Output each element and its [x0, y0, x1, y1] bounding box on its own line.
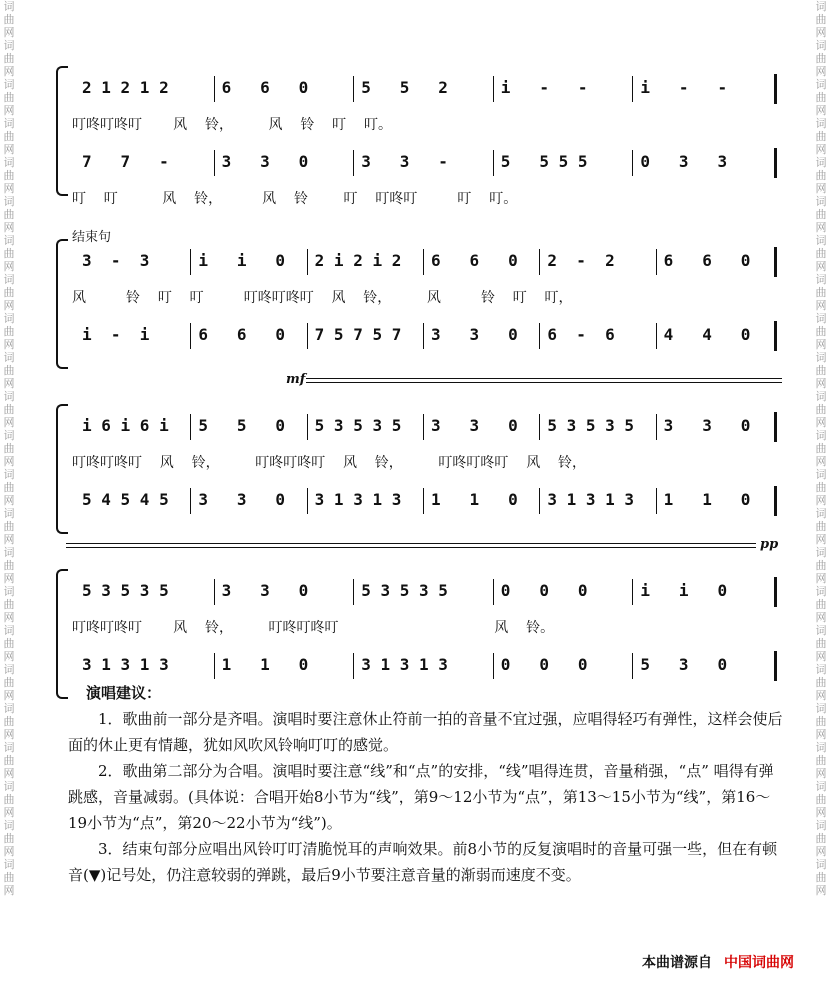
notes-lower: i - i: [82, 325, 150, 344]
barline: [656, 249, 657, 275]
barline: [656, 323, 657, 349]
notes-upper: 3 3 0: [663, 416, 751, 435]
diminuendo-line: [66, 547, 756, 548]
barline: [493, 150, 494, 176]
notes-upper: 3 3 0: [431, 416, 518, 435]
lyrics-upper: 风 铃 叮 叮 叮咚叮咚叮 风 铃， 风 铃 叮 叮，: [72, 290, 573, 306]
barline: [353, 579, 354, 605]
advice-paragraph-3: 3．结束句部分应唱出风铃叮叮清脆悦耳的声响效果。前8小节的反复演唱时的音量可强一些，但在有顿音(▼)记号处，仍注意较弱的弹跳，最后9小节要注意音量的渐弱而速度不变。: [68, 840, 778, 884]
dynamic-mark: pp: [760, 537, 779, 552]
barline: [632, 653, 633, 679]
notes-lower: 7 5 7 5 7: [314, 325, 402, 344]
barline: [493, 653, 494, 679]
notes-lower: 5 4 5 4 5: [82, 490, 169, 509]
barline: [353, 653, 354, 679]
barline: [632, 76, 633, 102]
notes-lower: 6 6 0: [198, 325, 286, 344]
watermark-right: 词曲网词曲网词曲网词曲网词曲网词曲网词曲网词曲网词曲网词曲网词曲网词曲网词曲网词曲网词曲网词曲网词曲网词曲网词曲网词曲网词曲网词曲网词曲网: [815, 0, 827, 897]
barline: [493, 579, 494, 605]
barline: [190, 323, 191, 349]
barline: [539, 488, 540, 514]
barline: [656, 488, 657, 514]
watermark-left: 词曲网词曲网词曲网词曲网词曲网词曲网词曲网词曲网词曲网词曲网词曲网词曲网词曲网词曲网词曲网词曲网词曲网词曲网词曲网词曲网词曲网词曲网词曲网: [3, 0, 15, 897]
notes-upper: 5 5 0: [198, 416, 286, 435]
notes-lower: 3 1 3 1 3: [547, 490, 635, 509]
notes-upper: 2 i 2 i 2: [314, 251, 402, 270]
notes-lower: 6 - 6: [547, 325, 615, 344]
notes-upper: 6 6 0: [221, 78, 309, 97]
barline: [190, 414, 191, 440]
barline: [632, 579, 633, 605]
barline: [423, 414, 424, 440]
source-credit: [642, 952, 794, 972]
notes-lower: 1 1 0: [431, 490, 518, 509]
notes-upper: 2 - 2: [547, 251, 615, 270]
staff-brace: [56, 66, 68, 196]
notes-upper: i - -: [500, 78, 588, 97]
staff-brace: [56, 404, 68, 534]
barline: [307, 323, 308, 349]
advice-paragraph-2: 2．歌曲第二部分为合唱。演唱时要注意“线”和“点”的安排，“线”唱得连贯，音量稍强，“点” 唱得有弹跳感，音量减弱。(具体说：合唱开始8小节为“线”，第9～12小节为“点”，第13～15小节为“线”，第16～19小节为“点”，第20～22小节为“线”)。: [68, 762, 774, 832]
singing-advice: [68, 680, 788, 888]
notes-lower: 0 3 3: [640, 152, 728, 171]
final-barline: [774, 412, 777, 442]
diminuendo-line: [66, 543, 756, 544]
barline: [539, 323, 540, 349]
source-label: 本曲谱源自: [642, 955, 712, 971]
notes-lower: 7 7 -: [82, 152, 169, 171]
notes-upper: 6 6 0: [431, 251, 518, 270]
crescendo-line: [306, 378, 782, 379]
notes-upper: 6 6 0: [663, 251, 751, 270]
notes-upper: 5 5 2: [361, 78, 448, 97]
notes-upper: 3 3 0: [221, 581, 309, 600]
barline: [307, 414, 308, 440]
final-barline: [774, 74, 777, 104]
advice-heading: 演唱建议：: [86, 684, 162, 702]
notes-upper: 5 3 5 3 5: [314, 416, 402, 435]
notes-lower: 3 1 3 1 3: [314, 490, 402, 509]
barline: [539, 249, 540, 275]
notes-upper: 2 1 2 1 2: [82, 78, 169, 97]
lyrics-upper: 叮咚叮咚叮 风 铃， 叮咚叮咚叮 风 铃。: [72, 620, 555, 636]
barline: [214, 76, 215, 102]
final-barline: [774, 247, 777, 277]
notes-lower: 3 3 -: [361, 152, 448, 171]
dynamic-mark: mf: [286, 372, 306, 387]
notes-lower: 3 1 3 1 3: [82, 655, 169, 674]
notes-upper: i - -: [640, 78, 728, 97]
notes-lower: 1 1 0: [663, 490, 751, 509]
barline: [423, 488, 424, 514]
barline: [493, 76, 494, 102]
lyrics-upper: 叮咚叮咚叮 风 铃， 叮咚叮咚叮 风 铃， 叮咚叮咚叮 风 铃，: [72, 455, 587, 471]
barline: [214, 579, 215, 605]
barline: [656, 414, 657, 440]
final-barline: [774, 486, 777, 516]
notes-lower: 5 3 0: [640, 655, 728, 674]
notes-upper: 3 - 3: [82, 251, 150, 270]
notes-lower: 0 0 0: [500, 655, 588, 674]
lyrics-lower: 叮 叮 风 铃， 风 铃 叮 叮咚叮 叮 叮。: [72, 191, 518, 207]
barline: [190, 249, 191, 275]
section-label: 结束句: [72, 230, 112, 245]
barline: [539, 414, 540, 440]
barline: [353, 150, 354, 176]
notes-lower: 5 5 5 5: [500, 152, 588, 171]
notes-upper: 5 3 5 3 5: [361, 581, 448, 600]
barline: [190, 488, 191, 514]
barline: [214, 150, 215, 176]
barline: [353, 76, 354, 102]
final-barline: [774, 321, 777, 351]
staff-brace: [56, 239, 68, 369]
barline: [423, 249, 424, 275]
barline: [632, 150, 633, 176]
advice-paragraph-1: 1．歌曲前一部分是齐唱。演唱时要注意休止符前一拍的音量不宜过强，应唱得轻巧有弹性，这样会使后面的休止更有情趣，犹如风吹风铃响叮叮的感觉。: [68, 710, 783, 754]
notes-upper: 5 3 5 3 5: [82, 581, 169, 600]
notes-lower: 3 1 3 1 3: [361, 655, 448, 674]
notes-lower: 1 1 0: [221, 655, 309, 674]
notes-lower: 3 3 0: [221, 152, 309, 171]
final-barline: [774, 148, 777, 178]
notes-upper: 5 3 5 3 5: [547, 416, 635, 435]
final-barline: [774, 651, 777, 681]
notes-lower: 3 3 0: [198, 490, 286, 509]
notes-lower: 3 3 0: [431, 325, 518, 344]
notes-upper: i 6 i 6 i: [82, 416, 169, 435]
barline: [423, 323, 424, 349]
notes-upper: i i 0: [640, 581, 728, 600]
staff-brace: [56, 569, 68, 699]
source-site[interactable]: 中国词曲网: [724, 955, 794, 971]
final-barline: [774, 577, 777, 607]
barline: [307, 488, 308, 514]
notes-upper: i i 0: [198, 251, 286, 270]
lyrics-upper: 叮咚叮咚叮 风 铃， 风 铃 叮 叮。: [72, 117, 392, 133]
crescendo-line: [306, 382, 782, 383]
barline: [307, 249, 308, 275]
notes-upper: 0 0 0: [500, 581, 588, 600]
barline: [214, 653, 215, 679]
notes-lower: 4 4 0: [663, 325, 751, 344]
